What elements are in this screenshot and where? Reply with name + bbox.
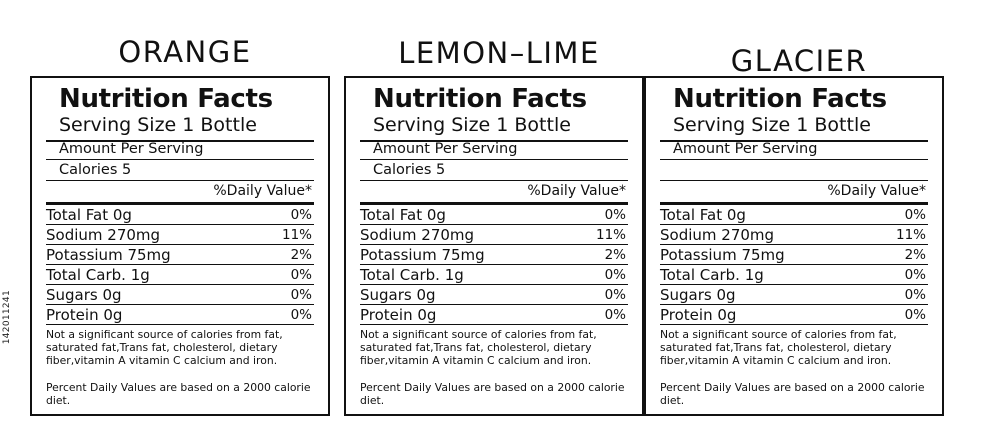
nutrient-daily-value: 11% xyxy=(895,227,926,243)
divider xyxy=(360,159,628,160)
divider xyxy=(46,284,314,285)
nutrient-daily-value: 0% xyxy=(290,287,312,303)
divider xyxy=(360,244,628,245)
divider xyxy=(660,180,928,181)
divider xyxy=(360,264,628,265)
flavor-name: LEMON–LIME xyxy=(398,36,600,70)
nutrient-daily-value: 0% xyxy=(290,267,312,283)
divider xyxy=(46,264,314,265)
divider xyxy=(46,324,314,325)
nutrient-label: Sodium 270mg xyxy=(360,226,475,244)
nutrient-label: Total Fat 0g xyxy=(660,206,746,224)
nutrient-label: Protein 0g xyxy=(46,306,123,324)
calories: Calories 5 xyxy=(373,162,446,178)
nutrient-label: Total Fat 0g xyxy=(46,206,132,224)
divider xyxy=(360,284,628,285)
calories: Calories 5 xyxy=(59,162,132,178)
nutrient-label: Total Fat 0g xyxy=(360,206,446,224)
nutrient-daily-value: 0% xyxy=(604,267,626,283)
amount-per-serving: Amount Per Serving xyxy=(59,141,204,157)
serving-size: Serving Size 1 Bottle xyxy=(673,114,871,136)
nutrition-panel xyxy=(344,76,644,416)
divider xyxy=(360,304,628,305)
divider xyxy=(660,324,928,325)
nutrient-daily-value: 0% xyxy=(904,287,926,303)
divider xyxy=(46,180,314,181)
divider xyxy=(360,224,628,225)
divider xyxy=(360,180,628,181)
stock-id: 142011241 xyxy=(2,290,12,345)
divider xyxy=(360,202,628,205)
nutrient-daily-value: 11% xyxy=(281,227,312,243)
nutrient-daily-value: 0% xyxy=(290,207,312,223)
divider xyxy=(46,159,314,160)
nutrient-label: Sugars 0g xyxy=(46,286,122,304)
panel-title: Nutrition Facts xyxy=(59,84,273,114)
nutrient-daily-value: 0% xyxy=(904,267,926,283)
footnote-daily-values: Percent Daily Values are based on a 2000 calorie diet. xyxy=(46,381,311,408)
nutrient-daily-value: 0% xyxy=(604,307,626,323)
nutrient-label: Sugars 0g xyxy=(360,286,436,304)
nutrient-daily-value: 2% xyxy=(290,247,312,263)
divider xyxy=(46,202,314,205)
footnote-daily-values: Percent Daily Values are based on a 2000 calorie diet. xyxy=(360,381,625,408)
divider xyxy=(660,159,928,160)
nutrient-daily-value: 2% xyxy=(604,247,626,263)
footnote-sources: Not a significant source of calories from fat, saturated fat,Trans fat, cholesterol, dietary fiber,vitamin A vitamin C calcium and iron. xyxy=(360,328,597,368)
footnote-sources: Not a significant source of calories from fat, saturated fat,Trans fat, cholesterol, dietary fiber,vitamin A vitamin C calcium and iron. xyxy=(46,328,283,368)
nutrient-label: Total Carb. 1g xyxy=(660,266,764,284)
nutrient-daily-value: 0% xyxy=(290,307,312,323)
nutrient-daily-value: 0% xyxy=(604,207,626,223)
divider xyxy=(660,304,928,305)
divider xyxy=(660,284,928,285)
serving-size: Serving Size 1 Bottle xyxy=(59,114,257,136)
nutrient-label: Sodium 270mg xyxy=(46,226,161,244)
divider xyxy=(46,244,314,245)
flavor-name: ORANGE xyxy=(118,35,252,69)
divider xyxy=(660,202,928,205)
divider xyxy=(46,224,314,225)
panel-title: Nutrition Facts xyxy=(673,84,887,114)
divider xyxy=(660,264,928,265)
divider xyxy=(660,224,928,225)
nutrient-label: Sodium 270mg xyxy=(660,226,775,244)
daily-value-header: %Daily Value* xyxy=(213,183,312,199)
divider xyxy=(360,324,628,325)
nutrient-daily-value: 0% xyxy=(904,307,926,323)
nutrition-panel xyxy=(644,76,944,416)
nutrient-label: Potassium 75mg xyxy=(360,246,485,264)
serving-size: Serving Size 1 Bottle xyxy=(373,114,571,136)
divider xyxy=(660,244,928,245)
nutrient-label: Potassium 75mg xyxy=(46,246,171,264)
nutrient-label: Protein 0g xyxy=(360,306,437,324)
nutrient-daily-value: 2% xyxy=(904,247,926,263)
panel-title: Nutrition Facts xyxy=(373,84,587,114)
divider xyxy=(46,304,314,305)
nutrient-daily-value: 0% xyxy=(904,207,926,223)
daily-value-header: %Daily Value* xyxy=(827,183,926,199)
nutrient-label: Potassium 75mg xyxy=(660,246,785,264)
nutrient-label: Sugars 0g xyxy=(660,286,736,304)
amount-per-serving: Amount Per Serving xyxy=(673,141,818,157)
nutrient-daily-value: 0% xyxy=(604,287,626,303)
nutrition-panel xyxy=(30,76,330,416)
amount-per-serving: Amount Per Serving xyxy=(373,141,518,157)
nutrient-daily-value: 11% xyxy=(595,227,626,243)
footnote-daily-values: Percent Daily Values are based on a 2000 calorie diet. xyxy=(660,381,925,408)
footnote-sources: Not a significant source of calories from fat, saturated fat,Trans fat, cholesterol, dietary fiber,vitamin A vitamin C calcium and iron. xyxy=(660,328,897,368)
daily-value-header: %Daily Value* xyxy=(527,183,626,199)
nutrient-label: Total Carb. 1g xyxy=(46,266,150,284)
nutrient-label: Total Carb. 1g xyxy=(360,266,464,284)
nutrient-label: Protein 0g xyxy=(660,306,737,324)
flavor-name: GLACIER xyxy=(730,44,868,78)
